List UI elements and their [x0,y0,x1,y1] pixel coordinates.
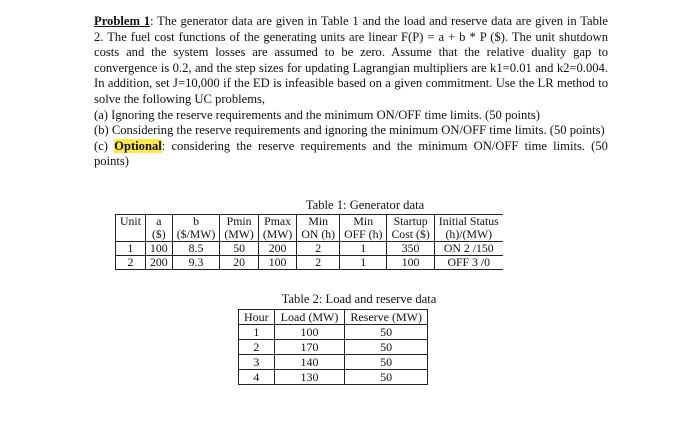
table2-header-cell: Reserve (MW) [345,310,428,325]
table2-header-row [239,310,428,325]
table1-header-cell: (MW) [220,228,258,242]
table2-cell: 130 [274,370,345,385]
table2-cell: 3 [239,355,275,370]
load-reserve-table [238,309,428,385]
table1-cell: 20 [220,256,258,270]
table1-header-cell: ($/MW) [172,228,220,242]
table-row [239,355,428,370]
part-c-prefix: (c) [94,138,115,153]
table1-header-row [116,215,503,229]
table1-cell: 2 [297,256,340,270]
table1-header-cell: Pmax [258,215,296,229]
table1-header-row [116,228,503,242]
table-row [116,242,503,256]
part-a: (a) Ignoring the reserve requirements and the minimum ON/OFF time limits. (50 points) [94,107,540,122]
table1-header-cell [116,228,146,242]
table1-header-cell: b [172,215,220,229]
table1-header-cell: OFF (h) [340,228,387,242]
part-c-text: : considering the reserve requirements and the minimum ON/OFF time limits. (50 points) [94,138,608,169]
problem-intro-text: : The generator data are given in Table 1 and the load and reserve data are given in Table 2. The fuel cost functions of the generating units are linear F(P) = a + b * P ($). The unit shutdown costs and the system losses are assumed to be zero. Assume that the relative duality gap to convergence is 0.2, and the step sizes for updating Lagrangian multipliers are k1=0.01 and k2=0.004. In addition, set J=10,000 if the ED is infeasible based on a given commitment. Use the LR method to solve the following UC problems, [94,14,608,106]
table1-header-cell: Cost ($) [387,228,434,242]
table2-caption: Table 2: Load and reserve data [281,292,437,306]
generator-data-table [115,214,503,270]
table2-cell: 50 [345,370,428,385]
problem-label: Problem 1 [94,14,151,28]
table2-header-cell: Hour [239,310,275,325]
table1-header-cell: ON (h) [297,228,340,242]
table1-cell: 1 [116,242,146,256]
table1-header-cell: Pmin [220,215,258,229]
table2-cell: 100 [274,325,345,340]
table1-header-cell: ($) [145,228,172,242]
optional-highlight: Optional [114,138,162,153]
table2-cell: 50 [345,325,428,340]
table1-cell: ON 2 /150 [434,242,502,256]
table1-cell: 9.3 [172,256,220,270]
table1-header-cell: Unit [116,215,146,229]
table1-cell: 2 [116,256,146,270]
part-c [94,139,608,170]
table1-caption: Table 1: Generator data [305,198,425,212]
table1-cell: 100 [387,256,434,270]
table-row [239,325,428,340]
table-row [239,370,428,385]
table1-cell: 100 [258,256,296,270]
table2-cell: 2 [239,340,275,355]
problem-statement [94,14,608,170]
table1-header-cell: (MW) [258,228,296,242]
table1-cell: 350 [387,242,434,256]
table1-cell: 50 [220,242,258,256]
table2-cell: 170 [274,340,345,355]
table2-cell: 50 [345,355,428,370]
table1-cell: 100 [145,242,172,256]
table1-header-cell: a [145,215,172,229]
table1-header-cell: Initial Status [434,215,502,229]
table1-cell: 8.5 [172,242,220,256]
table1-cell: 200 [258,242,296,256]
table1-cell: 200 [145,256,172,270]
table2-cell: 140 [274,355,345,370]
table-row [116,256,503,270]
table1-cell: OFF 3 /0 [434,256,502,270]
table2-cell: 1 [239,325,275,340]
table1-header-cell: Startup [387,215,434,229]
table1-header-cell: (h)/(MW) [434,228,502,242]
table2-header-cell: Load (MW) [274,310,345,325]
part-b: (b) Considering the reserve requirements and ignoring the minimum ON/OFF time limits. (50 points) [94,123,605,138]
table2-cell: 50 [345,340,428,355]
table-row [239,340,428,355]
problem-intro [94,14,608,108]
table1-header-cell: Min [340,215,387,229]
table1-cell: 2 [297,242,340,256]
table1-header-cell: Min [297,215,340,229]
table2-cell: 4 [239,370,275,385]
table1-cell: 1 [340,242,387,256]
table1-cell: 1 [340,256,387,270]
